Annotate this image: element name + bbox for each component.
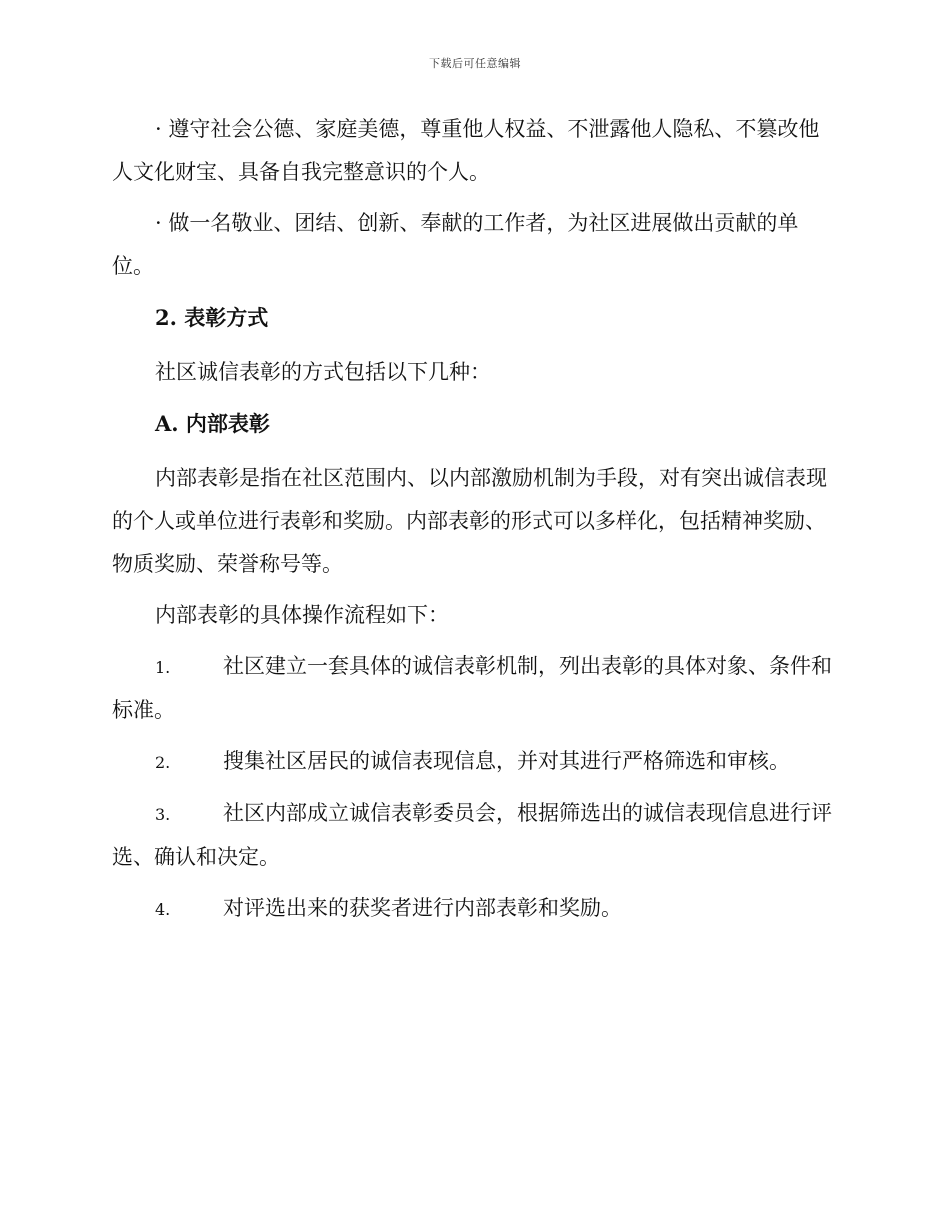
step-item-4 — [112, 887, 832, 931]
bullet-paragraph-1: · 遵守社会公德、家庭美德，尊重他人权益、不泄露他人隐私、不篡改他人文化财宝、具备自我完整意识的个人。 — [112, 117, 820, 184]
step-item-1 — [112, 645, 832, 732]
step-item-2 — [112, 740, 832, 784]
subheading: A. 内部表彰 — [155, 411, 270, 436]
intro-paragraph: 社区诚信表彰的方式包括以下几种： — [155, 360, 491, 384]
section-heading: 2. 表彰方式 — [155, 305, 269, 330]
step-item-3 — [112, 792, 832, 879]
step-text: 社区建立一套具体的诚信表彰机制，列出表彰的具体对象、条件和标准。 — [112, 654, 832, 722]
step-number: 2. — [155, 753, 171, 772]
step-number: 4. — [155, 900, 171, 919]
internal-description-paragraph: 内部表彰是指在社区范围内、以内部激励机制为手段，对有突出诚信表现的个人或单位进行表彰和奖励。内部表彰的形式可以多样化，包括精神奖励、物质奖励、荣誉称号等。 — [112, 466, 827, 576]
step-number: 1. — [155, 658, 171, 677]
process-intro-paragraph: 内部表彰的具体操作流程如下： — [155, 603, 449, 627]
step-text: 社区内部成立诚信表彰委员会，根据筛选出的诚信表现信息进行评选、确认和决定。 — [112, 801, 832, 869]
step-text: 搜集社区居民的诚信表现信息，并对其进行严格筛选和审核。 — [223, 749, 790, 773]
step-text: 对评选出来的获奖者进行内部表彰和奖励。 — [223, 896, 622, 920]
document-body — [112, 108, 832, 939]
step-number: 3. — [155, 805, 171, 824]
bullet-paragraph-2: · 做一名敬业、团结、创新、奉献的工作者，为社区进展做出贡献的单位。 — [112, 211, 799, 278]
header-note: 下载后可任意编辑 — [429, 57, 521, 70]
